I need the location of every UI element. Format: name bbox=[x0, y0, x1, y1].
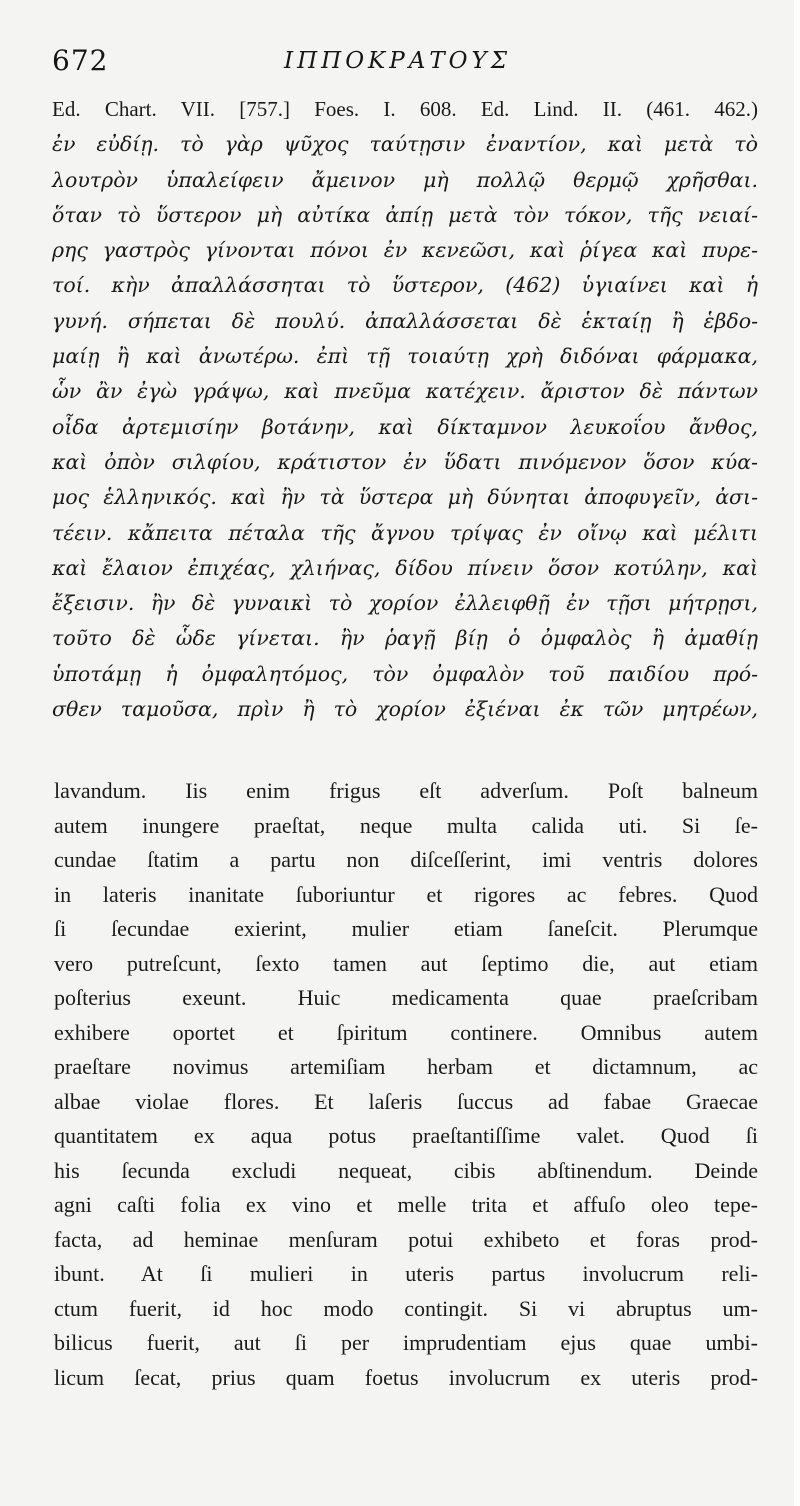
greek-line: μος ἑλληνικός. καὶ ἢν τὰ ὕστερα μὴ δύνηται ἀποφυγεῖν, ἀσι- bbox=[52, 485, 758, 510]
greek-line: οἶδα ἀρτεμισίην βοτάνην, καὶ δίκταμνον λευκοΐου ἄνθος, bbox=[52, 414, 758, 439]
latin-line: agni caſti folia ex vino et melle trita et affuſo oleo tepe- bbox=[54, 1192, 758, 1217]
latin-line: cundae ſtatim a partu non diſceſſerint, imi ventris dolores bbox=[54, 847, 758, 872]
greek-line: τοί. κὴν ἀπαλλάσσηται τὸ ὕστερον, (462) ὑγιαίνει καὶ ἡ bbox=[52, 273, 758, 298]
greek-line: τοῦτο δὲ ὧδε γίνεται. ἢν ῥαγῇ βίῃ ὁ ὀμφαλὸς ἢ ἀμαθίῃ bbox=[52, 626, 758, 651]
greek-line: ρης γαστρὸς γίνονται πόνοι ἐν κενεῶσι, καὶ ῥίγεα καὶ πυρε- bbox=[52, 238, 758, 263]
greek-text-block bbox=[52, 92, 758, 727]
latin-line: ctum fuerit, id hoc modo contingit. Si vi abruptus um- bbox=[54, 1295, 758, 1321]
latin-line: poſterius exeunt. Huic medicamenta quae praeſcribam bbox=[54, 985, 758, 1010]
latin-line: quantitatem ex aqua potus praeſtantiſſime valet. Quod ſi bbox=[54, 1123, 758, 1148]
latin-line: praeſtare novimus artemiſiam herbam et dictamnum, ac bbox=[54, 1054, 758, 1079]
latin-line: his ſecunda excludi nequeat, cibis abſtinendum. Deinde bbox=[54, 1157, 758, 1183]
latin-line: albae violae flores. Et laſeris ſuccus ad fabae Graecae bbox=[54, 1088, 758, 1114]
running-head bbox=[52, 44, 752, 84]
latin-line: autem inungere praeſtat, neque multa calida uti. Si ſe- bbox=[54, 812, 758, 838]
latin-line: bilicus fuerit, aut ſi per imprudentiam ejus quae umbi- bbox=[54, 1330, 758, 1355]
greek-line: ὑποτάμῃ ἡ ὀμφαλητόμος, τὸν ὀμφαλὸν τοῦ παιδίου πρό- bbox=[52, 661, 758, 686]
latin-line: vero putreſcunt, ſexto tamen aut ſeptimo die, aut etiam bbox=[54, 950, 758, 976]
latin-text-block bbox=[54, 774, 758, 1395]
greek-line: μαίῃ ἢ καὶ ἀνωτέρω. ἐπὶ τῇ τοιαύτῃ χρὴ διδόναι φάρμακα, bbox=[52, 344, 758, 369]
greek-line: καὶ ὀπὸν σιλφίου, κράτιστον ἐν ὕδατι πινόμενον ὅσον κύα- bbox=[52, 449, 758, 474]
latin-line: licum ſecat, prius quam foetus involucrum ex uteris prod- bbox=[54, 1364, 758, 1390]
greek-line: τέειν. κἄπειτα πέταλα τῆς ἄγνου τρίψας ἐν οἴνῳ καὶ μέλιτι bbox=[52, 520, 758, 545]
greek-line: σθεν ταμοῦσα, πρὶν ἢ τὸ χορίον ἐξιέναι ἐκ τῶν μητρέων, bbox=[52, 697, 758, 722]
greek-line: καὶ ἔλαιον ἐπιχέας, χλιήνας, δίδου πίνειν ὅσον κοτύλην, καὶ bbox=[52, 555, 758, 580]
greek-line: ἔξεισιν. ἢν δὲ γυναικὶ τὸ χορίον ἐλλειφθῇ ἐν τῇσι μήτρῃσι, bbox=[52, 591, 758, 616]
latin-line: exhibere oportet et ſpiritum continere. Omnibus autem bbox=[54, 1019, 758, 1045]
greek-line: ὧν ἂν ἐγὼ γράψω, καὶ πνεῦμα κατέχειν. ἄριστον δὲ πάντων bbox=[52, 379, 758, 404]
latin-line: facta, ad heminae menſuram potui exhibeto et foras prod- bbox=[54, 1226, 758, 1252]
page-number: 672 bbox=[52, 44, 109, 77]
latin-line: lavandum. Iis enim frigus eſt adverſum. Poſt balneum bbox=[54, 778, 758, 803]
latin-line: ibunt. At ſi mulieri in uteris partus involucrum reli- bbox=[54, 1261, 758, 1286]
greek-line: γυνή. σήπεται δὲ πουλύ. ἀπαλλάσσεται δὲ ἑκταίῃ ἢ ἑβδο- bbox=[52, 308, 758, 333]
running-title: ΙΠΠΟΚΡΑΤΟΥΣ bbox=[284, 48, 511, 74]
greek-line: ἐν εὐδίῃ. τὸ γὰρ ψῦχος ταύτῃσιν ἐναντίον, καὶ μετὰ τὸ bbox=[52, 132, 758, 157]
latin-line: in lateris inanitate ſuboriuntur et rigores ac febres. Quod bbox=[54, 881, 758, 907]
latin-line: ſi ſecundae exierint, mulier etiam ſaneſcit. Plerumque bbox=[54, 916, 758, 941]
greek-line: ὅταν τὸ ὕστερον μὴ αὐτίκα ἀπίῃ μετὰ τὸν τόκον, τῆς νειαί- bbox=[52, 202, 758, 227]
greek-line: λουτρὸν ὑπαλείφειν ἄμεινον μὴ πολλῷ θερμῷ χρῆσθαι. bbox=[52, 167, 758, 192]
edition-reference-line: Ed. Chart. VII. [757.] Foes. I. 608. Ed. Lind. II. (461. 462.) bbox=[52, 97, 758, 121]
page-edge bbox=[794, 0, 800, 1506]
